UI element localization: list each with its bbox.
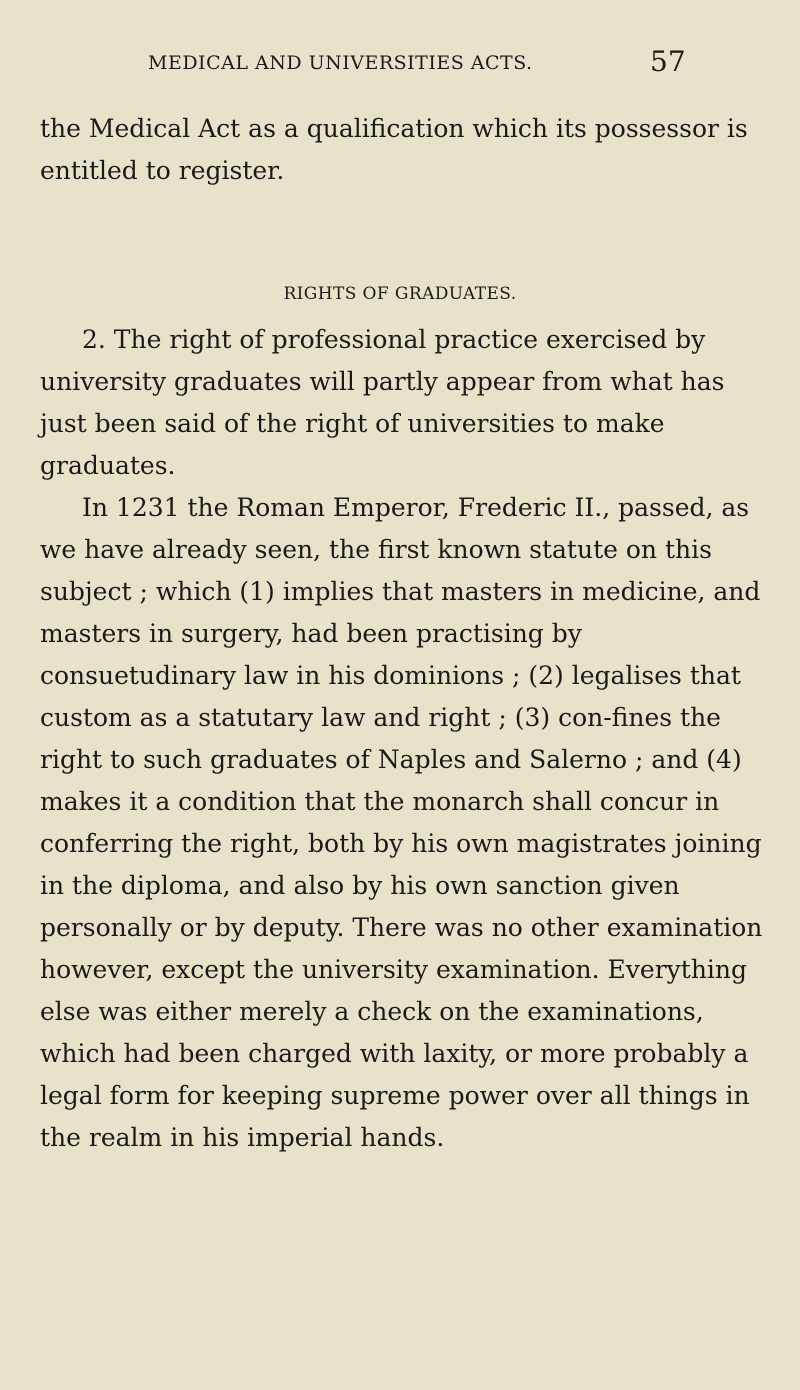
paragraph-1231: In 1231 the Roman Emperor, Frederic II., passed, as we have already seen, the first known statute on this subject ; which (1) implies that masters in medicine, and masters in surgery, had been practising by consuetudinary law in his dominions ; (2) legalises that custom as a statutary law and right ; (3) con-fines the right to such graduates of Naples and Salerno ; and (4) makes it a condition that the monarch shall concur in conferring the right, both by his own magistrates joining in the diploma, and also by his own sanction given personally or by deputy. There was no other examination however, except the university examination. Everything else was either merely a check on the examinations, which had been charged with laxity, or more probably a legal form for keeping supreme power over all things in the realm in his imperial hands. <box>40 493 763 1152</box>
page-number: 57 <box>650 45 686 78</box>
opening-paragraph: the Medical Act as a qualification which its possessor is entitled to register. <box>40 114 748 185</box>
section-heading: RIGHTS OF GRADUATES. <box>283 284 517 304</box>
main-text-block <box>40 319 775 1159</box>
paragraph-2: 2. The right of professional practice exercised by university graduates will partly appear from what has just been said of the right of universities to make graduates. <box>40 325 725 480</box>
running-head: MEDICAL AND UNIVERSITIES ACTS. <box>148 52 533 74</box>
opening-text-block <box>40 108 775 192</box>
